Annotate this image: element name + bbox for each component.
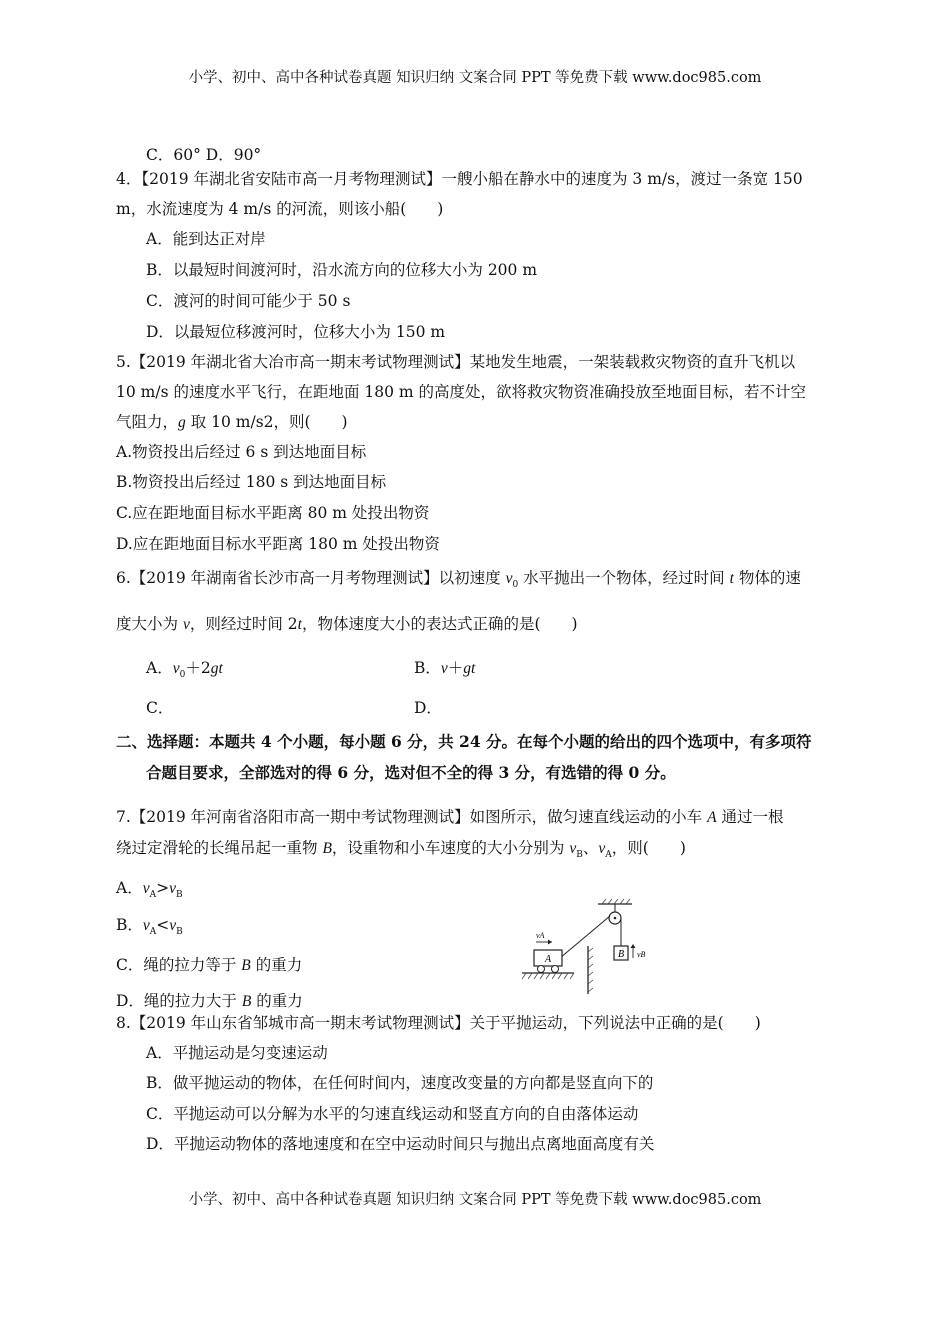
q7-option-a: A．$v_A>v_B$ (116, 879, 183, 901)
q6-stem-line2: 度大小为 v，则经过时间 2t，物体速度大小的表达式正确的是( ) (116, 615, 578, 633)
q5-stem-line3: 气阻力，g 取 10 m/s2，则( ) (116, 413, 348, 431)
pulley-axle (614, 917, 617, 920)
cart-wheel-left (538, 966, 545, 973)
va-arrow-head (548, 940, 552, 945)
q4-option-d: D．以最短位移渡河时，位移大小为 150 m (146, 323, 446, 341)
q3-option-d: D．90° (205, 146, 262, 164)
q4-stem-line1: 4．【2019 年湖北省安陆市高一月考物理测试】一艘小船在静水中的速度为 3 m/s，渡过一条宽 150 (116, 170, 803, 188)
section2-heading-line2: 合题目要求，全部选对的得 6 分，选对但不全的得 3 分，有选错的得 0 分。 (146, 763, 676, 782)
rope-to-cart (560, 916, 610, 958)
q6-stem-line1: 6.【2019 年湖南省长沙市高一月考物理测试】以初速度 $v_0$ 水平抛出一个物体，经过时间 t 物体的速 (116, 569, 801, 591)
q5-option-b: B.物资投出后经过 180 s 到达地面目标 (116, 473, 387, 491)
q8-option-a: A．平抛运动是匀变速运动 (146, 1044, 328, 1062)
q4-option-b: B．以最短时间渡河时，沿水流方向的位移大小为 200 m (146, 261, 538, 279)
ledge-hatch (588, 948, 593, 992)
q7-option-d: D．绳的拉力大于 B 的重力 (116, 992, 303, 1010)
q4-option-c: C．渡河的时间可能少于 50 s (146, 292, 351, 310)
q4-stem-line2: m，水流速度为 4 m/s 的河流，则该小船( ) (116, 200, 444, 218)
q3-options (146, 145, 261, 165)
q8-option-b: B．做平抛运动的物体，在任何时间内，速度改变量的方向都是竖直向下的 (146, 1074, 654, 1092)
q6-option-a: A．$v_0+2gt$ (146, 659, 223, 681)
page-header: 小学、初中、高中各种试卷真题 知识归纳 文案合同 PPT 等免费下载 www.doc985.com (188, 70, 762, 86)
q6-option-d: D． (414, 699, 442, 717)
q7-option-b: B．$v_A<v_B$ (116, 916, 183, 938)
cart-label: A (544, 954, 552, 965)
pulley-cart-diagram (514, 898, 664, 998)
q5-option-a: A.物资投出后经过 6 s 到达地面目标 (116, 443, 367, 461)
q5-option-c: C.应在距地面目标水平距离 80 m 处投出物资 (116, 504, 430, 522)
q8-option-c: C．平抛运动可以分解为水平的匀速直线运动和竖直方向的自由落体运动 (146, 1105, 639, 1123)
section2-heading-line1: 二、选择题：本题共 4 个小题，每小题 6 分，共 24 分。在每个小题的给出的四个选项中，有多项符 (116, 732, 812, 751)
cart-wheel-right (552, 966, 559, 973)
q5-stem-line1: 5.【2019 年湖北省大冶市高一期末考试物理测试】某地发生地震，一架装载救灾物资的直升飞机以 (116, 353, 796, 371)
q8-option-d: D．平抛运动物体的落地速度和在空中运动时间只与抛出点离地面高度有关 (146, 1135, 655, 1153)
block-label: B (617, 949, 625, 960)
vb-label: vB (637, 950, 646, 959)
q7-option-c: C．绳的拉力等于 B 的重力 (116, 956, 303, 974)
ceiling-hatch (602, 899, 630, 904)
q8-stem: 8.【2019 年山东省邹城市高一期末考试物理测试】关于平抛运动，下列说法中正确的是( ) (116, 1014, 761, 1032)
q6-option-b: B．v＋gt (414, 659, 476, 677)
ground-hatch (522, 973, 574, 979)
q4-option-a: A．能到达正对岸 (146, 230, 266, 248)
page-footer: 小学、初中、高中各种试卷真题 知识归纳 文案合同 PPT 等免费下载 www.doc985.com (188, 1192, 762, 1208)
q3-option-c: C．60° (146, 146, 201, 164)
q5-stem-line2: 10 m/s 的速度水平飞行，在距地面 180 m 的高度处，欲将救灾物资准确投放至地面目标，若不计空 (116, 383, 807, 401)
q6-option-c: C． (146, 699, 174, 717)
q7-stem-line2: 绕过定滑轮的长绳吊起一重物 B，设重物和小车速度的大小分别为 $v_B$、$v_A$，则( ) (116, 839, 686, 861)
q5-option-d: D.应在距地面目标水平距离 180 m 处投出物资 (116, 535, 440, 553)
q7-stem-line1: 7.【2019 年河南省洛阳市高一期中考试物理测试】如图所示，做匀速直线运动的小车 A 通过一根 (116, 808, 784, 826)
va-label: vA (536, 931, 545, 940)
vb-arrow-head (631, 944, 636, 948)
